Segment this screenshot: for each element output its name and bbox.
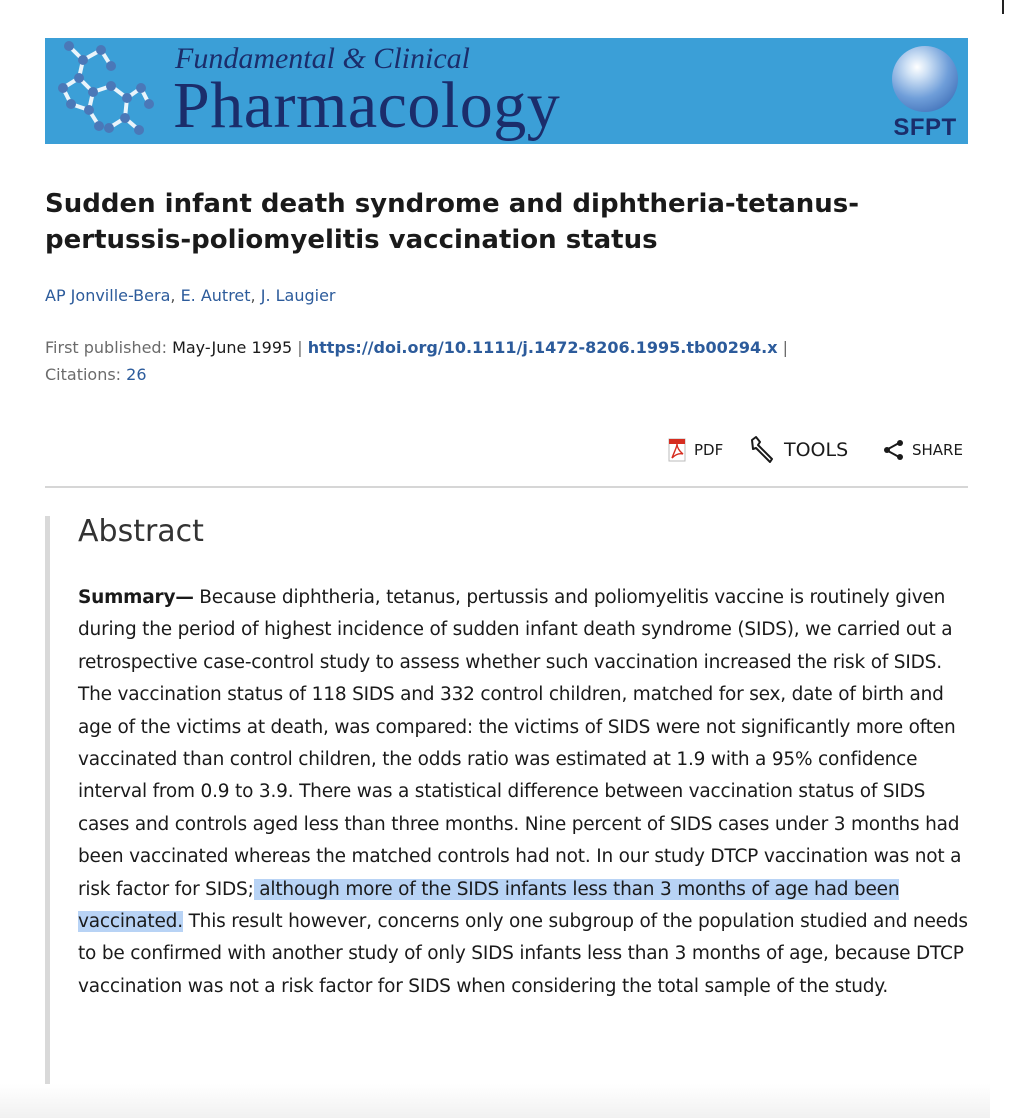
share-icon [882, 438, 906, 462]
author-list: AP Jonville-Bera, E. Autret, J. Laugier [45, 286, 336, 305]
doi-link[interactable]: https://doi.org/10.1111/j.1472-8206.1995.tb00294.x [307, 338, 778, 357]
meta-separator: | [297, 338, 303, 357]
author-link[interactable]: J. Laugier [260, 286, 336, 305]
text-selection-highlight[interactable]: although more of the SIDS infants less than 3 months of age had been vaccinated. [78, 878, 900, 933]
author-link[interactable]: AP Jonville-Bera [45, 286, 171, 305]
pdf-icon [666, 438, 688, 462]
share-label: SHARE [912, 441, 963, 459]
author-link[interactable]: E. Autret [180, 286, 251, 305]
wrench-icon [748, 435, 778, 465]
journal-banner[interactable] [45, 38, 968, 144]
first-published-date: May-June 1995 [172, 338, 293, 357]
share-button[interactable] [882, 434, 963, 466]
meta-separator: | [782, 338, 789, 357]
abstract-text-part1: Because diphtheria, tetanus, pertussis and poliomyelitis vaccine is routinely given during the period of highest incidence of sudden infant death syndrome (SIDS), we carried out a retrospective case-control study to assess whether such vaccination increased the risk of SIDS. The vaccination status of 118 SIDS and 332 control children, matched for sex, date of birth and age of the victims at death, was compared: the victims of SIDS were not significantly more often vaccinated than control children, the odds ratio was estimated at 1.9 with a 95% confidence interval from 0.9 to 3.9. There was a statistical difference between vaccination status of SIDS cases and controls aged less than three months. Nine percent of SIDS cases under 3 months had been vaccinated whereas the matched controls had not. In our study DTCP vaccination was not a risk factor for SIDS; [78, 587, 962, 900]
tools-label: TOOLS [784, 439, 849, 461]
abstract-heading: Abstract [78, 514, 204, 549]
abstract-lead: Summary— [78, 587, 194, 608]
publication-meta [45, 334, 945, 388]
molecule-logo-icon [49, 38, 179, 144]
journal-name-line1: Fundamental & Clinical [175, 42, 470, 75]
society-name: SFPT [893, 114, 957, 141]
abstract-text-part2: This result however, concerns only one subgroup of the population studied and needs to be confirmed with another study of only SIDS infants less than 3 months of age, because DTCP vaccination was not a risk factor for SIDS when considering the total sample of the study. [78, 911, 968, 997]
citations-label: Citations: [45, 365, 122, 384]
tools-button[interactable] [748, 434, 848, 466]
globe-icon [892, 46, 958, 112]
article-toolbar [0, 434, 1012, 466]
first-published-label: First published: [45, 338, 167, 357]
bottom-shade [0, 1084, 990, 1118]
journal-name-line2: Pharmacology [173, 69, 561, 142]
corner-mark [1002, 0, 1004, 14]
pdf-button[interactable] [666, 434, 723, 466]
section-divider [45, 486, 968, 488]
article-title: Sudden infant death syndrome and diphtheria-tetanus-pertussis-poliomyelitis vaccination status [45, 189, 860, 255]
abstract-text [78, 582, 968, 1003]
pdf-label: PDF [694, 441, 724, 459]
citations-count[interactable]: 26 [126, 365, 147, 384]
society-logo [886, 44, 964, 140]
abstract-side-bar [45, 516, 50, 1084]
